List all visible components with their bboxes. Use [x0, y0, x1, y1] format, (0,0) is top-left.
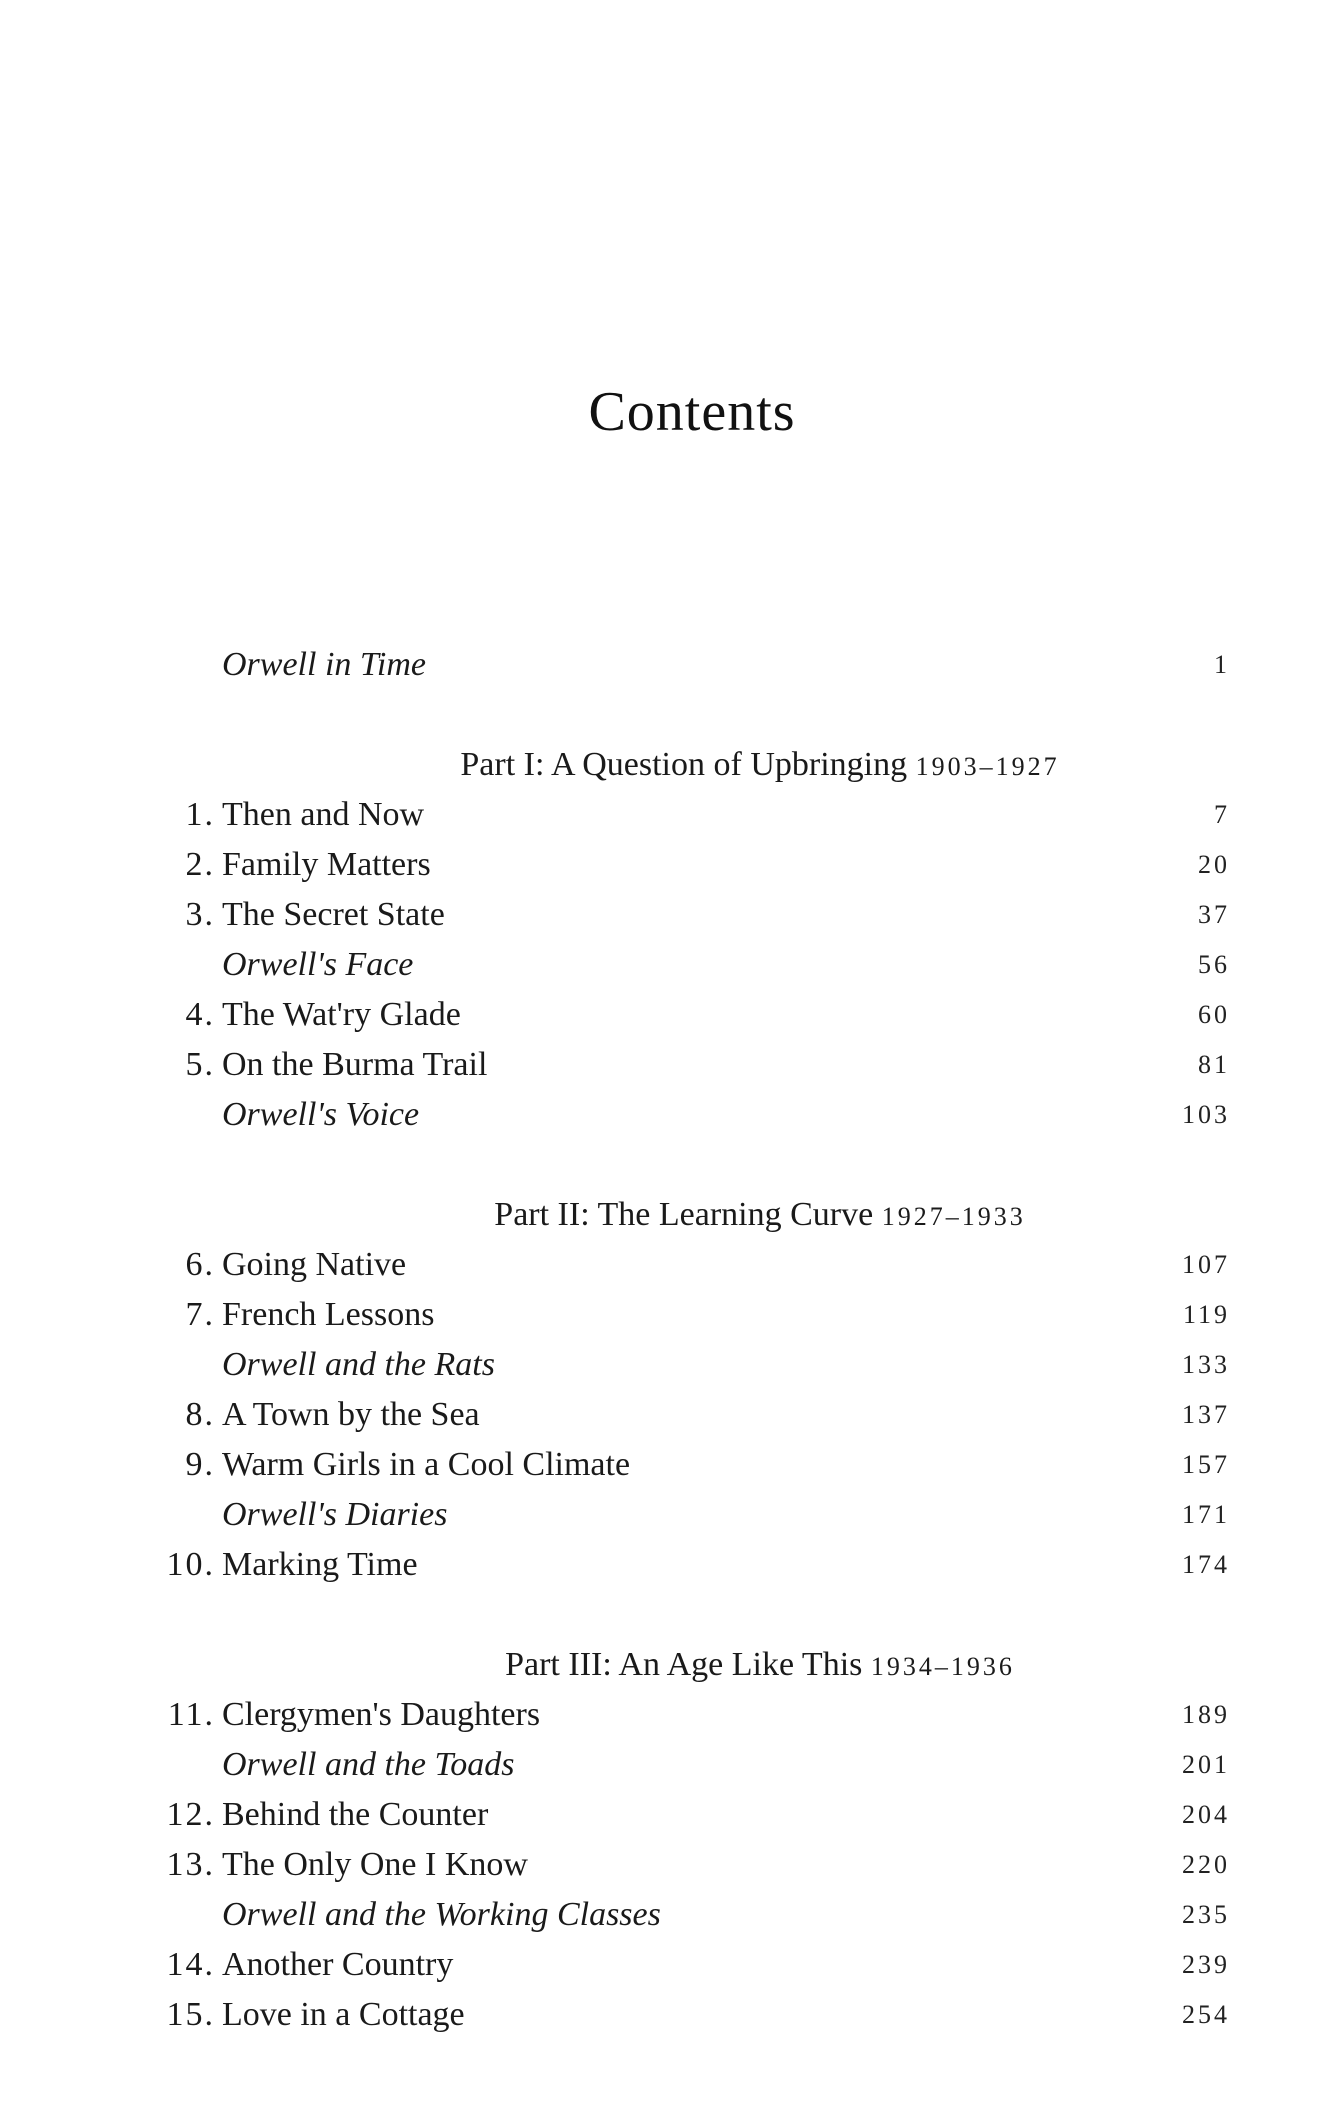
- toc-entry-prologue[interactable]: [150, 640, 1230, 690]
- toc-chapter-entry[interactable]: [150, 1040, 1230, 1090]
- toc-chapter-number: 7.: [185, 1296, 215, 1333]
- toc-entry-label: Orwell's Voice: [222, 1096, 420, 1133]
- toc-chapter-number: 6.: [185, 1246, 215, 1283]
- toc-entry-label: Orwell's Face: [222, 946, 414, 983]
- toc-interlude-entry[interactable]: [150, 1890, 1230, 1940]
- toc-chapter-number: 3.: [185, 896, 215, 933]
- toc-chapter-number: 14.: [166, 1946, 215, 1983]
- toc-entry-label: Orwell in Time: [222, 646, 427, 683]
- part-heading: [150, 740, 1230, 790]
- toc-chapter-number: 13.: [166, 1846, 215, 1883]
- toc-entry-label: Orwell and the Rats: [222, 1346, 495, 1383]
- toc-page-number: 119: [1182, 1300, 1230, 1329]
- toc-chapter-number: 4.: [185, 996, 215, 1033]
- part-heading-title: Part II: The Learning Curve: [494, 1196, 874, 1233]
- page-title: Contents: [588, 381, 796, 443]
- toc-page-number: 239: [1182, 1950, 1230, 1979]
- table-of-contents: [150, 640, 1230, 2040]
- toc-page-number: 56: [1198, 950, 1230, 979]
- toc-chapter-number: 8.: [185, 1396, 215, 1433]
- toc-entry-label: Marking Time: [222, 1546, 418, 1583]
- part-heading: [150, 1640, 1230, 1690]
- toc-chapter-entry[interactable]: [150, 1840, 1230, 1890]
- toc-entry-label: Going Native: [222, 1246, 407, 1283]
- toc-chapter-number: 1.: [185, 796, 215, 833]
- toc-entry-label: Clergymen's Daughters: [222, 1696, 541, 1733]
- toc-page-number: 174: [1182, 1550, 1230, 1579]
- toc-entry-label: Orwell and the Toads: [222, 1746, 515, 1783]
- toc-chapter-entry[interactable]: [150, 1540, 1230, 1590]
- toc-chapter-number: 10.: [166, 1546, 215, 1583]
- toc-chapter-entry[interactable]: [150, 1290, 1230, 1340]
- toc-chapter-number: 15.: [166, 1996, 215, 2033]
- toc-chapter-entry[interactable]: [150, 1240, 1230, 1290]
- part-heading-years: 1934–1936: [870, 1652, 1015, 1681]
- toc-chapter-entry[interactable]: [150, 1690, 1230, 1740]
- part-heading-title: Part III: An Age Like This: [505, 1646, 863, 1683]
- toc-entry-label: Family Matters: [222, 846, 431, 883]
- toc-entry-label: Orwell and the Working Classes: [222, 1896, 661, 1933]
- toc-interlude-entry[interactable]: [150, 1490, 1230, 1540]
- toc-interlude-entry[interactable]: [150, 1340, 1230, 1390]
- toc-entry-label: French Lessons: [222, 1296, 435, 1333]
- toc-page-number: 235: [1182, 1900, 1230, 1929]
- part-heading: [150, 1190, 1230, 1240]
- toc-interlude-entry[interactable]: [150, 1740, 1230, 1790]
- spacer: [150, 1140, 1230, 1190]
- toc-interlude-entry[interactable]: [150, 940, 1230, 990]
- toc-chapter-entry[interactable]: [150, 1940, 1230, 1990]
- toc-entry-label: Behind the Counter: [222, 1796, 489, 1833]
- part-heading-title: Part I: A Question of Upbringing: [460, 746, 908, 783]
- toc-chapter-entry[interactable]: [150, 1390, 1230, 1440]
- toc-page-number: 157: [1182, 1450, 1230, 1479]
- toc-chapter-entry[interactable]: [150, 890, 1230, 940]
- toc-chapter-entry[interactable]: [150, 1790, 1230, 1840]
- toc-chapter-number: 11.: [167, 1696, 215, 1733]
- toc-page-number: 220: [1182, 1850, 1230, 1879]
- toc-chapter-entry[interactable]: [150, 840, 1230, 890]
- part-heading-years: 1903–1927: [915, 752, 1060, 781]
- part-heading-years: 1927–1933: [881, 1202, 1026, 1231]
- toc-chapter-number: 9.: [185, 1446, 215, 1483]
- toc-page-number: 254: [1182, 2000, 1230, 2029]
- toc-page-number: 204: [1182, 1800, 1230, 1829]
- toc-page-number: 171: [1182, 1500, 1230, 1529]
- toc-page-number: 103: [1182, 1100, 1230, 1129]
- toc-page-number: 7: [1214, 800, 1230, 829]
- toc-entry-label: The Only One I Know: [222, 1846, 528, 1883]
- parts-container: [150, 740, 1230, 2040]
- toc-page-number: 201: [1182, 1750, 1230, 1779]
- toc-entry-label: Then and Now: [222, 796, 425, 833]
- toc-entry-label: Love in a Cottage: [222, 1996, 465, 2033]
- toc-chapter-entry[interactable]: [150, 790, 1230, 840]
- toc-page-number: 1: [1214, 650, 1230, 679]
- toc-entry-label: The Secret State: [222, 896, 445, 933]
- toc-entry-label: The Wat'ry Glade: [222, 996, 461, 1033]
- toc-chapter-number: 5.: [185, 1046, 215, 1083]
- toc-entry-label: Warm Girls in a Cool Climate: [222, 1446, 631, 1483]
- toc-chapter-number: 2.: [185, 846, 215, 883]
- toc-chapter-entry[interactable]: [150, 1990, 1230, 2040]
- toc-page-number: 60: [1198, 1000, 1230, 1029]
- spacer: [150, 690, 1230, 740]
- toc-page-number: 133: [1182, 1350, 1230, 1379]
- toc-page-number: 37: [1198, 900, 1230, 929]
- toc-page-number: 189: [1182, 1700, 1230, 1729]
- toc-interlude-entry[interactable]: [150, 1090, 1230, 1140]
- toc-entry-label: Another Country: [222, 1946, 454, 1983]
- toc-entry-label: On the Burma Trail: [222, 1046, 488, 1083]
- toc-chapter-entry[interactable]: [150, 1440, 1230, 1490]
- toc-page-number: 137: [1182, 1400, 1230, 1429]
- toc-page-number: 20: [1198, 850, 1230, 879]
- toc-entry-label: Orwell's Diaries: [222, 1496, 448, 1533]
- toc-chapter-number: 12.: [166, 1796, 215, 1833]
- toc-entry-label: A Town by the Sea: [222, 1396, 480, 1433]
- toc-page-number: 107: [1182, 1250, 1230, 1279]
- toc-chapter-entry[interactable]: [150, 990, 1230, 1040]
- spacer: [150, 1590, 1230, 1640]
- toc-page-number: 81: [1198, 1050, 1230, 1079]
